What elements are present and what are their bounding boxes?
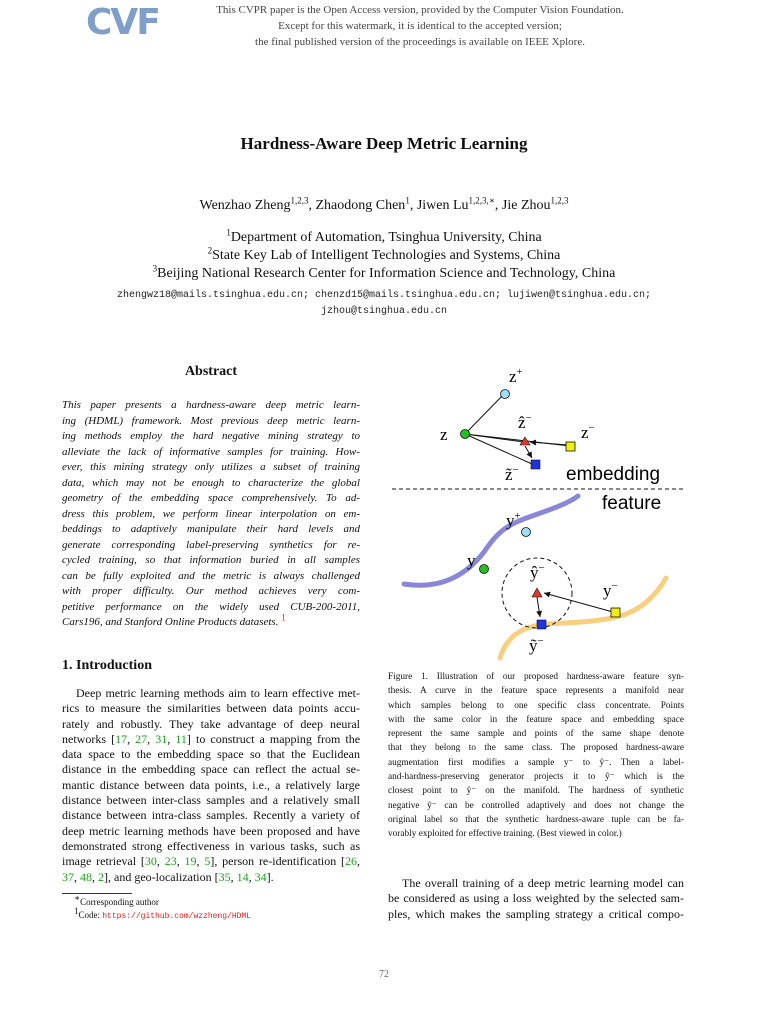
label-embedding-space: embedding	[566, 464, 661, 485]
label-z-minus: z−	[581, 422, 595, 442]
author-sep: ,	[308, 198, 316, 213]
right-column-paragraph	[388, 876, 684, 922]
intro-text: ], person re-identification [	[210, 854, 346, 869]
projection-arrow	[525, 446, 532, 458]
footnote-corresponding	[74, 893, 159, 907]
footnote-text: Code:	[78, 910, 103, 920]
citation-link[interactable]: 30	[144, 854, 157, 869]
footnote-divider	[62, 893, 132, 894]
affil-sup: 2	[207, 245, 213, 256]
intro-line	[62, 778, 360, 793]
label-z-plus: z+	[509, 366, 523, 386]
author-affil-sup: 1	[405, 195, 410, 206]
citation-link[interactable]: 2	[98, 869, 104, 884]
caption-line: that they belong to the same class. The proposed hardness-aware	[388, 743, 684, 754]
abstract-line: geometry of the embedding space comprehensively. To ad-	[62, 492, 360, 504]
abstract-line: generate corresponding label-preserving synthetics for re-	[62, 538, 360, 551]
anchor-point-y	[480, 565, 489, 574]
negative-point-y-minus	[611, 608, 620, 617]
caption-line: augmentation first modifies a sample y⁻ to ŷ⁻. Then a label-	[388, 757, 684, 768]
intro-line	[62, 808, 360, 823]
abstract-line: alleviate the lack of informative samples for training. How-	[62, 445, 360, 458]
abstract-line: This paper presents a hardness-aware deep metric learn-	[62, 399, 360, 411]
intro-text: ,	[74, 869, 80, 884]
intro-text: image retrieval [	[62, 854, 145, 869]
watermark-line-3: the final published version of the proceedings is available on IEEE Xplore.	[255, 36, 585, 48]
author-list	[0, 195, 768, 214]
label-y: y	[467, 551, 476, 570]
footnote-mark: 1	[74, 906, 79, 916]
footnote-mark: ∗	[74, 893, 81, 903]
abstract-line	[62, 612, 360, 631]
label-y-minus: y−	[603, 580, 618, 600]
author-sep: ,	[409, 198, 417, 213]
footnote-text: Corresponding author	[80, 897, 159, 907]
anchor-point-z	[461, 430, 470, 439]
citation-link[interactable]: 26	[345, 854, 358, 869]
abstract-body	[62, 398, 360, 631]
class-manifold-blue	[404, 496, 578, 585]
intro-text: ,	[230, 869, 237, 884]
author-affil-sup: 1,2,3	[550, 195, 569, 206]
synthetic-point-z-tilde	[531, 460, 540, 469]
intro-text: ], and geo-localization [	[104, 869, 219, 884]
citation-link[interactable]: 35	[218, 869, 231, 884]
author-affil-sup: 1,2,3	[290, 195, 309, 206]
label-feature-space: feature	[602, 493, 662, 514]
intro-text: ,	[147, 731, 156, 746]
caption-line: original label so that the synthetic hardness-aware tuple can be fa-	[388, 814, 684, 825]
intro-text: distance between inter-class samples and a relatively small	[62, 793, 360, 808]
citation-link[interactable]: 17	[115, 731, 128, 746]
intro-text: ,	[127, 731, 136, 746]
intro-text: ,	[167, 731, 176, 746]
abstract-line: beddings to adaptively manipulate their hard levels and	[62, 523, 360, 535]
section-heading-introduction: 1. Introduction	[62, 658, 152, 673]
affiliation-2	[0, 245, 768, 264]
class-manifold-orange	[500, 578, 666, 658]
caption-line: with the same color in the feature space and embedding space	[388, 714, 684, 725]
abstract-line: ing (HDML) framework. Most previous deep metric learn-	[62, 414, 360, 427]
introduction-body	[62, 686, 360, 885]
page-number: 72	[379, 969, 389, 980]
watermark-line-2: Except for this watermark, it is identical to the accepted version;	[278, 20, 562, 32]
abstract-line: ever, this mining strategy only utilizes a subset of training	[62, 461, 360, 473]
intro-text: rics to measure the similarities between data points accu-	[62, 701, 360, 716]
abstract-line: with proper difficulty. Our method achieves very com-	[62, 585, 360, 597]
affil-text: State Key Lab of Intelligent Technologies and Systems, China	[212, 248, 561, 263]
caption-line: represent the same sample and points of the same shape denote	[388, 729, 684, 740]
abstract-line: ing methods employ the hard negative mining strategy to	[62, 430, 360, 442]
abstract-last-text: Cars196, and Stanford Online Products datasets.	[62, 616, 279, 628]
cvf-logo: CVF	[86, 2, 159, 43]
intro-text: data space to the embedding space so that the Euclidean	[62, 747, 360, 762]
affil-text: Department of Automation, Tsinghua University, China	[230, 230, 542, 245]
author-affil-sup: 1,2,3,∗	[468, 195, 495, 206]
intro-line	[62, 747, 360, 762]
citation-link[interactable]: 34	[254, 869, 267, 884]
citation-link[interactable]: 27	[135, 731, 148, 746]
intro-text: distance between intra-class samples. Recently a variety of	[62, 808, 360, 823]
positive-point-z-plus	[501, 390, 510, 399]
citation-link[interactable]: 11	[175, 731, 187, 746]
caption-line: thesis. A curve in the feature space represents a manifold near	[388, 686, 684, 697]
hardness-point-y-hat	[532, 588, 542, 597]
intro-line	[62, 854, 360, 869]
label-z: z	[440, 425, 448, 444]
feature-projection-arrow	[537, 597, 540, 617]
abstract-line: cycled training, so that information buried in all samples	[62, 554, 360, 566]
author-name: Jiwen Lu	[416, 198, 469, 213]
intro-line	[62, 732, 360, 747]
abstract-heading: Abstract	[184, 364, 238, 379]
intro-text: ,	[357, 854, 361, 869]
intro-line	[62, 793, 360, 808]
intro-text: rately and robustly. They take advantage of deep neural	[62, 716, 360, 731]
label-z-hat: ẑ−	[518, 412, 532, 432]
intro-text: distance in the embedding space can reflect the actual se-	[62, 762, 360, 777]
intro-text: ,	[156, 854, 165, 869]
citation-link[interactable]: 19	[184, 854, 197, 869]
label-y-hat: ŷ−	[530, 562, 545, 582]
author-emails-line-2: jzhou@tsinghua.edu.cn	[320, 306, 448, 317]
caption-line: negative ỹ⁻ can be controlled adaptively and does not change the	[388, 800, 684, 811]
synthetic-point-y-tilde	[537, 620, 546, 629]
label-z-tilde: z̃−	[505, 464, 519, 484]
negative-point-z-minus	[566, 442, 575, 451]
citation-link[interactable]: 37	[62, 869, 74, 884]
caption-line: closest point to ŷ⁻ on the manifold. The hardness of synthetic	[388, 786, 684, 797]
code-url-link[interactable]: https://github.com/wzzheng/HDML	[102, 912, 252, 921]
intro-text: ,	[176, 854, 185, 869]
label-y-plus: y+	[506, 510, 521, 530]
figure-1-illustration	[392, 356, 692, 666]
citation-link[interactable]: 23	[164, 854, 177, 869]
intro-line	[62, 839, 360, 854]
intro-text: ].	[266, 869, 274, 884]
caption-line: which samples belong to one specific class concentrate. Points	[388, 700, 684, 711]
intro-text: ,	[92, 869, 98, 884]
anchor-positive-edge	[465, 394, 504, 434]
author-name: Jie Zhou	[501, 198, 551, 213]
affiliation-3	[0, 263, 768, 282]
intro-line	[62, 686, 360, 701]
intro-text: ,	[248, 869, 255, 884]
abstract-line: petitive performance on the widely used CUB-200-2011,	[62, 600, 360, 613]
abstract-line: data, which may not be enough to characterize the global	[62, 476, 360, 489]
intro-line	[62, 824, 360, 839]
author-emails-line-1: zhengwz18@mails.tsinghua.edu.cn; chenzd15@mails.tsinghua.edu.cn; lujiwen@tsinghua.edu.cn;	[116, 290, 652, 301]
author-sep: ,	[494, 198, 502, 213]
caption-line: vorably exploited for effective training. (Best viewed in color.)	[388, 829, 622, 840]
intro-text: mantic distance between data points, i.e., a relatively large	[62, 777, 360, 792]
intro-text: ,	[196, 854, 205, 869]
citation-link[interactable]: 48	[80, 869, 92, 884]
abstract-line: dress this problem, we perform linear interpolation on em-	[62, 507, 360, 520]
footnote-code	[74, 906, 252, 921]
intro-line	[62, 717, 360, 732]
positive-point-y-plus	[522, 528, 531, 537]
author-name: Zhaodong Chen	[315, 198, 406, 213]
intro-text: networks [	[62, 731, 116, 746]
intro-text: demonstrated strong effectiveness in various tasks, such as	[62, 838, 360, 853]
label-y-tilde: ỹ−	[529, 635, 544, 655]
intro-line	[62, 701, 360, 716]
paragraph-line: be considered as using a loss weighted by the selected sam-	[388, 891, 684, 906]
affiliation-1	[0, 227, 768, 246]
paper-title: Hardness-Aware Deep Metric Learning	[240, 134, 528, 153]
hardness-arrow	[530, 442, 568, 445]
intro-text: deep metric learning methods have been proposed and have	[62, 823, 360, 838]
abstract-line: can be fully exploited and the metric is always challenged	[62, 569, 360, 582]
paragraph-line: ples, which makes the sampling strategy a critical compo-	[388, 906, 684, 921]
intro-line	[62, 870, 360, 885]
affil-text: Beijing National Research Center for Information Science and Technology, China	[157, 266, 616, 281]
footnote-ref-link[interactable]: 1	[281, 612, 286, 623]
citation-link[interactable]: 5	[204, 854, 211, 869]
watermark-line-1: This CVPR paper is the Open Access version, provided by the Computer Vision Foundation.	[216, 4, 624, 16]
figure-1-caption	[388, 670, 684, 842]
author-name: Wenzhao Zheng	[199, 198, 291, 213]
intro-line	[62, 762, 360, 777]
intro-text: Deep metric learning methods aim to learn effective met-	[76, 686, 360, 700]
paragraph-line: The overall training of a deep metric learning model can	[402, 876, 684, 890]
affil-sup: 3	[152, 263, 158, 274]
affil-sup: 1	[226, 227, 231, 238]
caption-line: Figure 1. Illustration of our proposed hardness-aware feature syn-	[388, 672, 684, 682]
citation-link[interactable]: 14	[236, 869, 249, 884]
citation-link[interactable]: 31	[155, 731, 168, 746]
caption-line: and-hardness-preserving generator projects it to ỹ⁻ which is the	[388, 772, 684, 783]
intro-text: ] to construct a mapping from the	[186, 731, 361, 746]
